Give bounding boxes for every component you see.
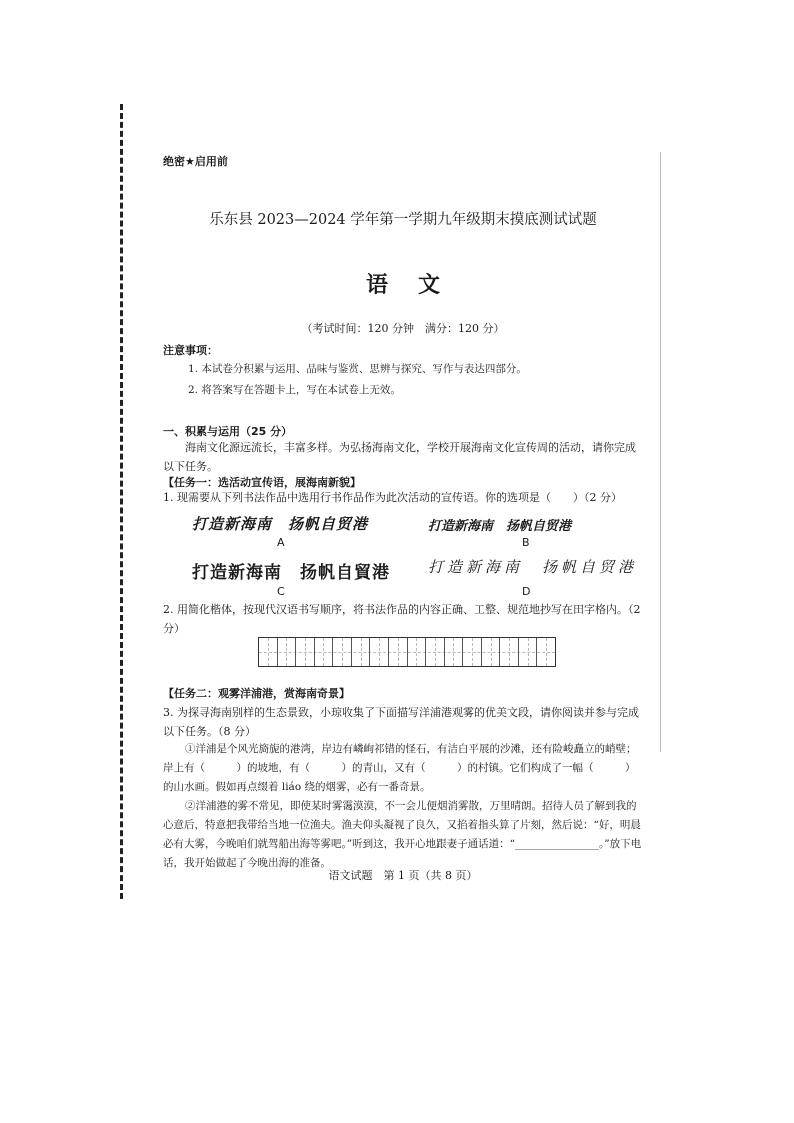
option-letter-d: D xyxy=(522,585,531,598)
section-intro: 海南文化源远流长，丰富多样。为弘扬海南文化，学校开展海南文化宣传周的活动，请你完成以下任务。 xyxy=(163,441,636,473)
calligraphy-option-b: 打造新海南 扬帆自贸港 xyxy=(428,519,572,534)
exam-info: （考试时间：120 分钟 满分：120 分） xyxy=(301,322,505,335)
task-heading: 【任务一：选活动宣传语，展海南新貌】 xyxy=(163,476,361,489)
page-edge-line xyxy=(660,152,661,752)
task-heading: 【任务二：观雾洋浦港，赏海南奇景】 xyxy=(163,687,350,700)
notice-item: 2. 将答案写在答题卡上，写在本试卷上无效。 xyxy=(188,384,401,396)
page-footer: 语文试题 第 1 页（共 8 页） xyxy=(328,869,478,882)
option-letter-a: A xyxy=(277,536,285,549)
option-letter-c: C xyxy=(277,585,285,598)
calligraphy-option-c: 打造新海南 扬帆自貿港 xyxy=(192,563,390,583)
secret-mark: 绝密★启用前 xyxy=(163,155,228,168)
passage-paragraph-2: ②洋浦港的雾不常见，即使某时雾霭漠漠，不一会儿便烟消雾散，万里晴朗。招待人员了解到我的心意后，特意把我带给当地一位渔夫。渔夫仰头凝视了良久，又掐着指头算了片刻，然后说：“好，明晨必有大雾，今晚咱们就驾船出海等雾吧。”听到这，我开心地跟妻子通话道：“________________。”放下电话，我开始做起了今晚出海的准备。 xyxy=(163,800,642,869)
notice-heading: 注意事项： xyxy=(163,344,218,357)
section-heading: 一、积累与运用（25 分） xyxy=(163,425,293,438)
calligraphy-option-a: 打造新海南 扬帆自贸港 xyxy=(192,515,369,533)
notice-item: 1. 本试卷分积累与运用、品味与鉴赏、思辨与探究、写作与表达四部分。 xyxy=(188,363,527,375)
question-2: 2. 用简化楷体，按现代汉语书写顺序，将书法作品的内容正确、工整、规范地抄写在田字格内。（2 分） xyxy=(163,603,641,635)
binding-line xyxy=(120,104,123,899)
exam-title: 乐东县 2023—2024 学年第一学期九年级期末摸底测试试题 xyxy=(209,212,597,228)
passage-paragraph-1: ①洋浦是个风光旖旎的港湾，岸边有嶙峋祁错的怪石，有洁白平展的沙滩，还有险峻矗立的峭壁；岸上有（ ）的坡地，有（ ）的青山，又有（ ）的村镇。它们构成了一幅（ ）的山水画。假如再点缀着 liáo 绕的烟雾，必有一番奇景。 xyxy=(163,743,637,793)
question-1: 1. 现需要从下列书法作品中选用行书作品作为此次活动的宣传语。你的选项是（ ）（2 分） xyxy=(163,491,622,504)
writing-grid[interactable] xyxy=(258,637,556,667)
calligraphy-option-d: 打造新海南 扬帆自贸港 xyxy=(428,558,638,576)
subject-title: 语文 xyxy=(365,272,470,298)
question-3: 3. 为探寻海南别样的生态景致，小琼收集了下面描写洋浦港观雾的优美文段，请你阅读并参与完成以下任务。（8 分） xyxy=(163,706,639,738)
option-letter-b: B xyxy=(522,536,530,549)
